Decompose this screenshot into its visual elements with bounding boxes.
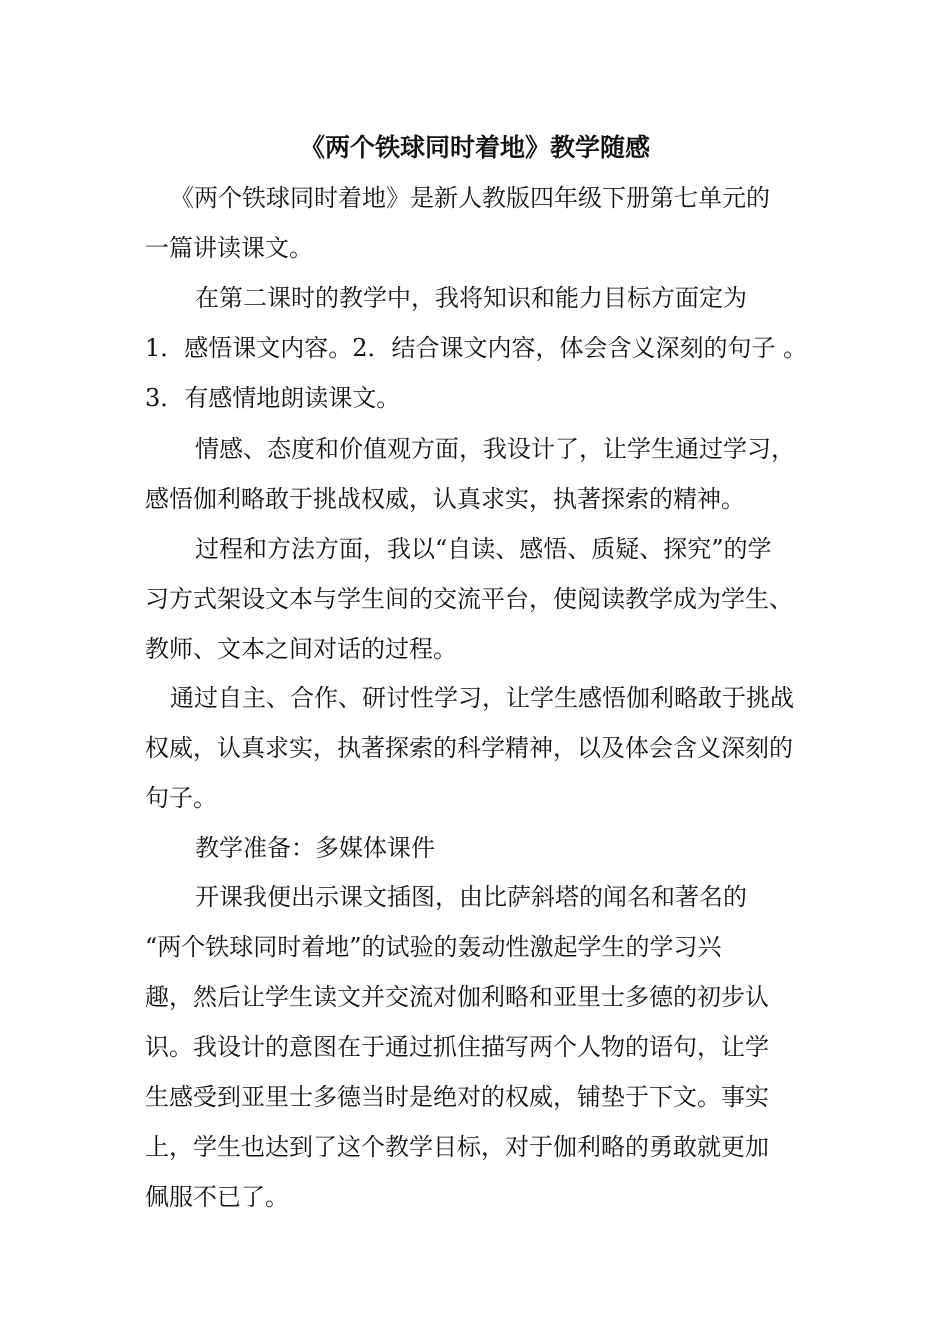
text-line: 情感、态度和价值观方面，我设计了，让学生通过学习， — [195, 435, 795, 463]
text-line: 《两个铁球同时着地》是新人教版四年级下册第七单元的 — [170, 184, 770, 212]
text-line: 在第二课时的教学中，我将知识和能力目标方面定为 — [195, 284, 747, 312]
text-line: 感悟伽利略敢于挑战权威，认真求实，执著探索的精神。 — [145, 485, 745, 513]
text-line: 教师、文本之间对话的过程。 — [145, 635, 457, 663]
text-line: 句子。 — [145, 784, 217, 812]
text-line: 1．感悟课文内容。2．结合课文内容，体会含义深刻的句子 。 — [145, 334, 808, 362]
text-line: 佩服不已了。 — [145, 1183, 289, 1211]
document-title: 《两个铁球同时着地》教学随感 — [299, 133, 650, 162]
text-line: 趣，然后让学生读文并交流对伽利略和亚里士多德的初步认 — [145, 983, 769, 1011]
text-line: 习方式架设文本与学生间的交流平台，使阅读教学成为学生、 — [145, 585, 793, 613]
text-line: “两个铁球同时着地”的试验的轰动性激起学生的学习兴 — [145, 933, 722, 961]
text-line: 权威，认真求实，执著探索的科学精神，以及体会含义深刻的 — [145, 734, 793, 762]
text-line: 通过自主、合作、研讨性学习，让学生感悟伽利略敢于挑战 — [170, 684, 794, 712]
text-line: 教学准备：多媒体课件 — [195, 834, 435, 862]
text-line: 一篇讲读课文。 — [145, 234, 313, 262]
text-line: 开课我便出示课文插图，由比萨斜塔的闻名和著名的 — [195, 883, 747, 911]
text-line: 生感受到亚里士多德当时是绝对的权威，铺垫于下文。事实 — [145, 1083, 769, 1111]
text-line: 识。我设计的意图在于通过抓住描写两个人物的语句，让学 — [145, 1033, 769, 1061]
text-line: 上，学生也达到了这个教学目标，对于伽利略的勇敢就更加 — [145, 1133, 769, 1161]
text-line: 3．有感情地朗读课文。 — [145, 384, 401, 412]
text-line: 过程和方法方面，我以“自读、感悟、质疑、探究”的学 — [195, 535, 772, 563]
